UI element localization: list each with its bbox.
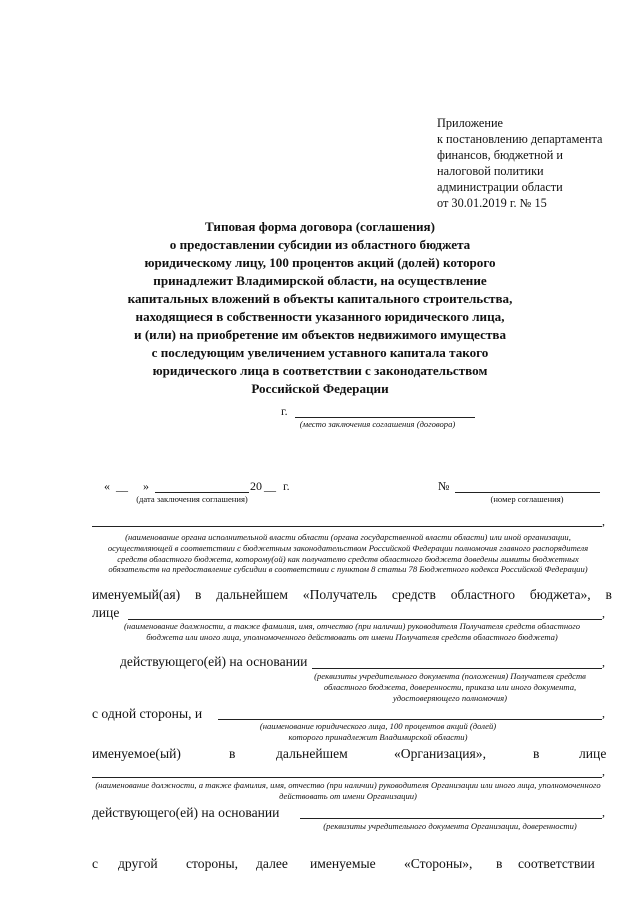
appendix-line: администрации области (437, 180, 563, 194)
place-caption: (место заключения соглашения (договора) (299, 419, 456, 429)
date-day-blank: __ (116, 479, 128, 493)
recipient-named-word: в (605, 587, 612, 602)
number-prefix: № (438, 479, 450, 493)
recipient-named-word: «Получатель (302, 587, 378, 602)
document-title-line: юридического лица в соответствии с законодательством (152, 363, 488, 378)
acting-basis-field-2[interactable] (300, 818, 602, 819)
comma: , (602, 706, 605, 720)
document-title-line: капитальных вложений в объекты капитального строительства, (127, 291, 513, 306)
appendix-date: от 30.01.2019 г. № 15 (437, 196, 547, 210)
acting-basis-caption: (реквизиты учредительного документа (положения) Получателя средств областного бюджета, доверенности, приказа или иного документа, удостоверяющего полномочия) (314, 671, 586, 703)
recipient-named-word: областного (450, 587, 515, 602)
date-open-quote: « (104, 479, 110, 493)
recipient-named-word: в (195, 587, 202, 602)
document-title: Типовая форма договора (соглашения) (205, 219, 435, 234)
document-title-line: находящиеся в собственности указанного юридического лица, (135, 309, 505, 324)
recipient-named-word: бюджета», (529, 587, 591, 602)
comma: , (602, 514, 605, 528)
date-year-prefix: 20 (250, 479, 262, 493)
comma: , (602, 655, 605, 669)
organization-caption: (наименование юридического лица, 100 процентов акций (долей) которого принадлежит Владимирской области) (259, 721, 497, 742)
recipient-head-caption: (наименование должности, а также фамилия, имя, отчество (при наличии) руководителя Получателя средств областного бюджета или иного лица, уполномоченного действовать от имени Получателя средств областного бюджета) (123, 621, 581, 642)
date-year-blank: __ (264, 479, 276, 493)
date-year-suffix: г. (283, 479, 290, 493)
other-side-word: далее (256, 856, 288, 871)
place-prefix: г. (281, 404, 288, 418)
face-label: лице (92, 605, 120, 620)
other-side-word: в (496, 856, 503, 871)
appendix-line: финансов, бюджетной и (437, 148, 563, 162)
document-title-line: Российской Федерации (251, 381, 389, 396)
recipient-head-field[interactable] (128, 619, 602, 620)
appendix-label: Приложение (437, 116, 503, 130)
org-named-word: в (533, 746, 540, 761)
acting-basis-label-2: действующего(ей) на основании (92, 805, 280, 820)
other-side-word: стороны, (186, 856, 238, 871)
other-side-word: соответствии (518, 856, 595, 871)
acting-basis-label: действующего(ей) на основании (120, 654, 308, 669)
org-named-word: лице (579, 746, 607, 761)
document-title-line: принадлежит Владимирской области, на осуществление (153, 273, 487, 288)
document-title-line: юридическому лицу, 100 процентов акций (долей) которого (144, 255, 496, 270)
number-caption: (номер соглашения) (490, 494, 564, 504)
recipient-named-word: средств (391, 587, 436, 602)
authority-caption: (наименование органа исполнительной власти области (органа государственной власти области) или иной организации, осуществляющей в соответствии с бюджетным законодательством Российской Федерации полномочия главного распорядителя средств областного бюджета, которому(ой) как получателю средств областного бюджета доведены лимиты бюджетных обязательств на предоставление субсидии в соответствии с пунктом 8 статьи 78 Бюджетного кодекса Российской Федерации) (107, 532, 589, 575)
document-title-line: о предоставлении субсидии из областного бюджета (169, 237, 471, 252)
org-named-word: «Организация», (394, 746, 486, 761)
comma: , (602, 764, 605, 778)
date-month-field[interactable] (155, 492, 249, 493)
org-head-caption: (наименование должности, а также фамилия, имя, отчество (при наличии) руководителя Организации или иного лица, уполномоченного действовать от имени Организации) (95, 780, 601, 801)
org-named-word: именуемое(ый) (92, 746, 181, 761)
document-title-line: с последующим увеличением уставного капитала такого (151, 345, 489, 360)
recipient-named-line (92, 586, 612, 604)
one-side-label: с одной стороны, и (92, 706, 203, 721)
other-side-word: «Стороны», (404, 856, 473, 871)
org-head-field[interactable] (92, 777, 602, 778)
comma: , (602, 805, 605, 819)
recipient-named-word: именуемый(ая) (92, 587, 181, 602)
org-named-word: в (229, 746, 236, 761)
recipient-named-word: дальнейшем (216, 587, 288, 602)
number-field[interactable] (455, 492, 600, 493)
place-field[interactable] (295, 417, 475, 418)
acting-basis-caption-2: (реквизиты учредительного документа Организации, доверенности) (323, 821, 577, 831)
org-named-word: дальнейшем (276, 746, 348, 761)
date-caption: (дата заключения соглашения) (136, 494, 248, 504)
other-side-word: с (92, 856, 99, 871)
appendix-line: налоговой политики (437, 164, 544, 178)
comma: , (602, 606, 605, 620)
organization-field[interactable] (218, 719, 602, 720)
document-title-line: и (или) на приобретение им объектов недвижимого имущества (134, 327, 506, 342)
acting-basis-field[interactable] (312, 668, 602, 669)
appendix-line: к постановлению департамента (437, 132, 603, 146)
other-side-word: другой (118, 856, 158, 871)
other-side-word: именуемые (310, 856, 376, 871)
authority-field[interactable] (92, 526, 602, 527)
date-close-quote: » (143, 479, 149, 493)
